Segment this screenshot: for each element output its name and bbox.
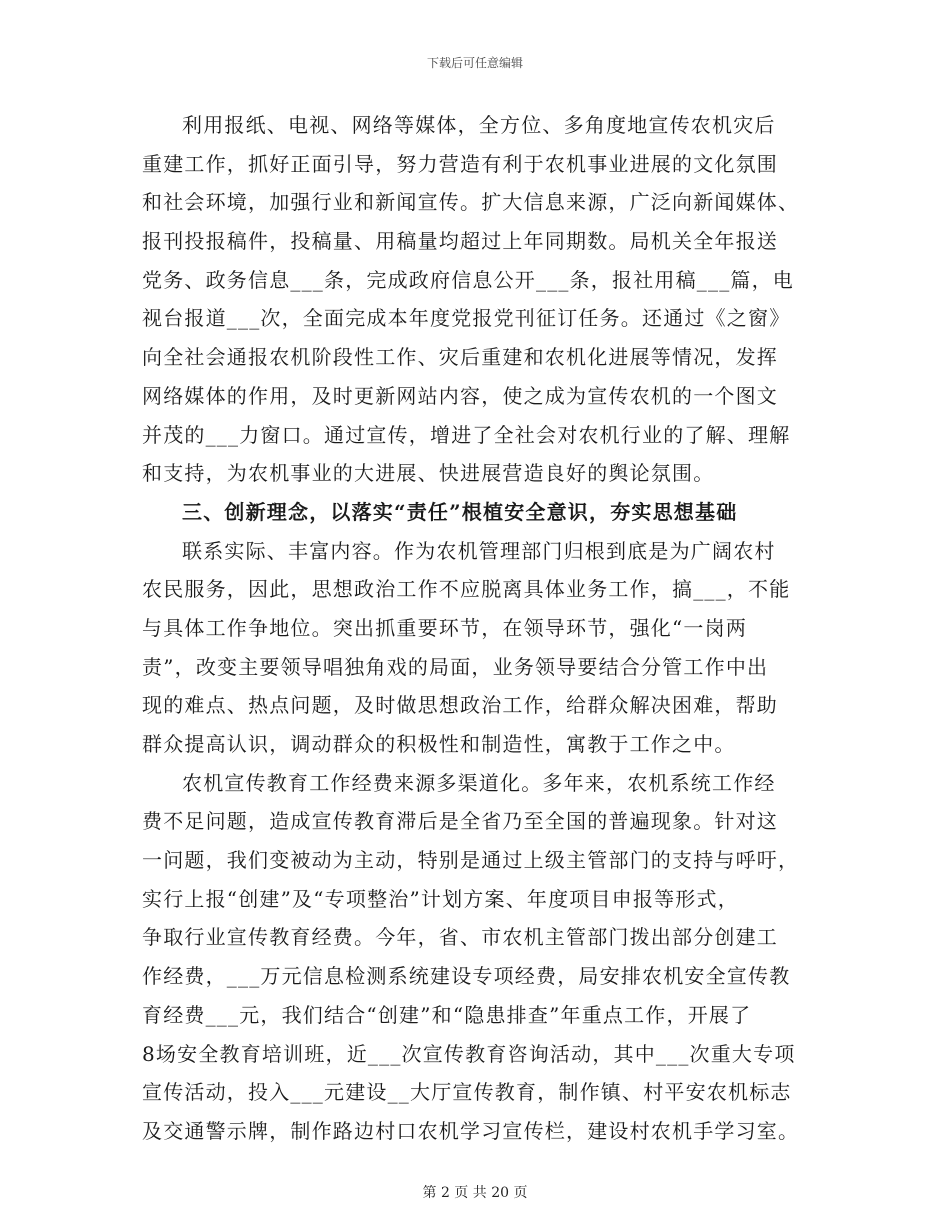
body-line: 视台报道___次，全面完成本年度党报党刊征订任务。还通过《之窗》 xyxy=(142,306,791,331)
document-body xyxy=(142,106,812,1151)
body-line: 党务、政务信息___条，完成政府信息公开___条，报社用稿___篇，电 xyxy=(142,267,794,292)
page-number: 第 2 页 共 20 页 xyxy=(422,1185,528,1201)
body-line: 与具体工作争地位。突出抓重要环节，在领导环节，强化“一岗两 xyxy=(142,615,748,640)
body-line: 网络媒体的作用，及时更新网站内容，使之成为宣传农机的一个图文 xyxy=(142,383,778,408)
body-line: 并茂的___力窗口。通过宣传，增进了全社会对农机行业的了解、理解 xyxy=(142,422,791,447)
body-line: 利用报纸、电视、网络等媒体，全方位、多角度地宣传农机灾后 xyxy=(182,113,776,137)
body-line: 和社会环境，加强行业和新闻宣传。扩大信息来源，广泛向新闻媒体、 xyxy=(142,190,800,215)
body-line: 一问题，我们变被动为主动，特别是通过上级主管部门的支持与呼吁， xyxy=(142,848,800,873)
body-line: 及交通警示牌，制作路边村口农机学习宣传栏，建设村农机手学习室。 xyxy=(142,1118,800,1143)
body-line: 向全社会通报农机阶段性工作、灾后重建和农机化进展等情况，发挥 xyxy=(142,345,778,370)
body-line: 重建工作，抓好正面引导，努力营造有利于农机事业进展的文化氛围 xyxy=(142,151,778,176)
page-header: 下载后可任意编辑 xyxy=(426,56,523,70)
body-line: 和支持，为农机事业的大进展、快进展营造良好的舆论氛围。 xyxy=(142,461,715,486)
body-line: 群众提高认识，调动群众的积极性和制造性，寓教于工作之中。 xyxy=(142,732,736,756)
section-heading: 三、创新理念，以落实“责任”根植安全意识，夯实思想基础 xyxy=(182,499,738,524)
body-line: 现的难点、热点问题，及时做思想政治工作，给群众解决困难，帮助 xyxy=(142,693,778,718)
body-line: 费不足问题，造成宣传教育滞后是全省乃至全国的普遍现象。针对这 xyxy=(142,809,778,834)
body-line: 实行上报“创建”及“专项整治”计划方案、年度项目申报等形式， xyxy=(142,886,739,911)
body-line: 联系实际、丰富内容。作为农机管理部门归根到底是为广阔农村 xyxy=(182,538,776,563)
body-line: 报刊投报稿件，投稿量、用稿量均超过上年同期数。局机关全年报送 xyxy=(142,229,778,254)
body-line: 责”，改变主要领导唱独角戏的局面，业务领导要结合分管工作中出 xyxy=(142,654,769,679)
body-line: 争取行业宣传教育经费。今年，省、市农机主管部门拨出部分创建工 xyxy=(142,925,778,950)
body-line: 农机宣传教育工作经费来源多渠道化。多年来，农机系统工作经 xyxy=(182,770,776,795)
body-line: 农民服务，因此，思想政治工作不应脱离具体业务工作，搞___，不能 xyxy=(142,577,791,602)
body-line: 作经费，___万元信息检测系统建设专项经费，局安排农机安全宣传教 xyxy=(142,964,791,989)
body-line: 8场安全教育培训班，近___次宣传教育咨询活动，其中___次重大专项 xyxy=(142,1041,796,1066)
body-line: 育经费___元，我们结合“创建”和“隐患排查”年重点工作，开展了 xyxy=(142,1002,752,1027)
body-line: 宣传活动，投入___元建设__大厅宣传教育，制作镇、村平安农机标志 xyxy=(142,1080,792,1105)
